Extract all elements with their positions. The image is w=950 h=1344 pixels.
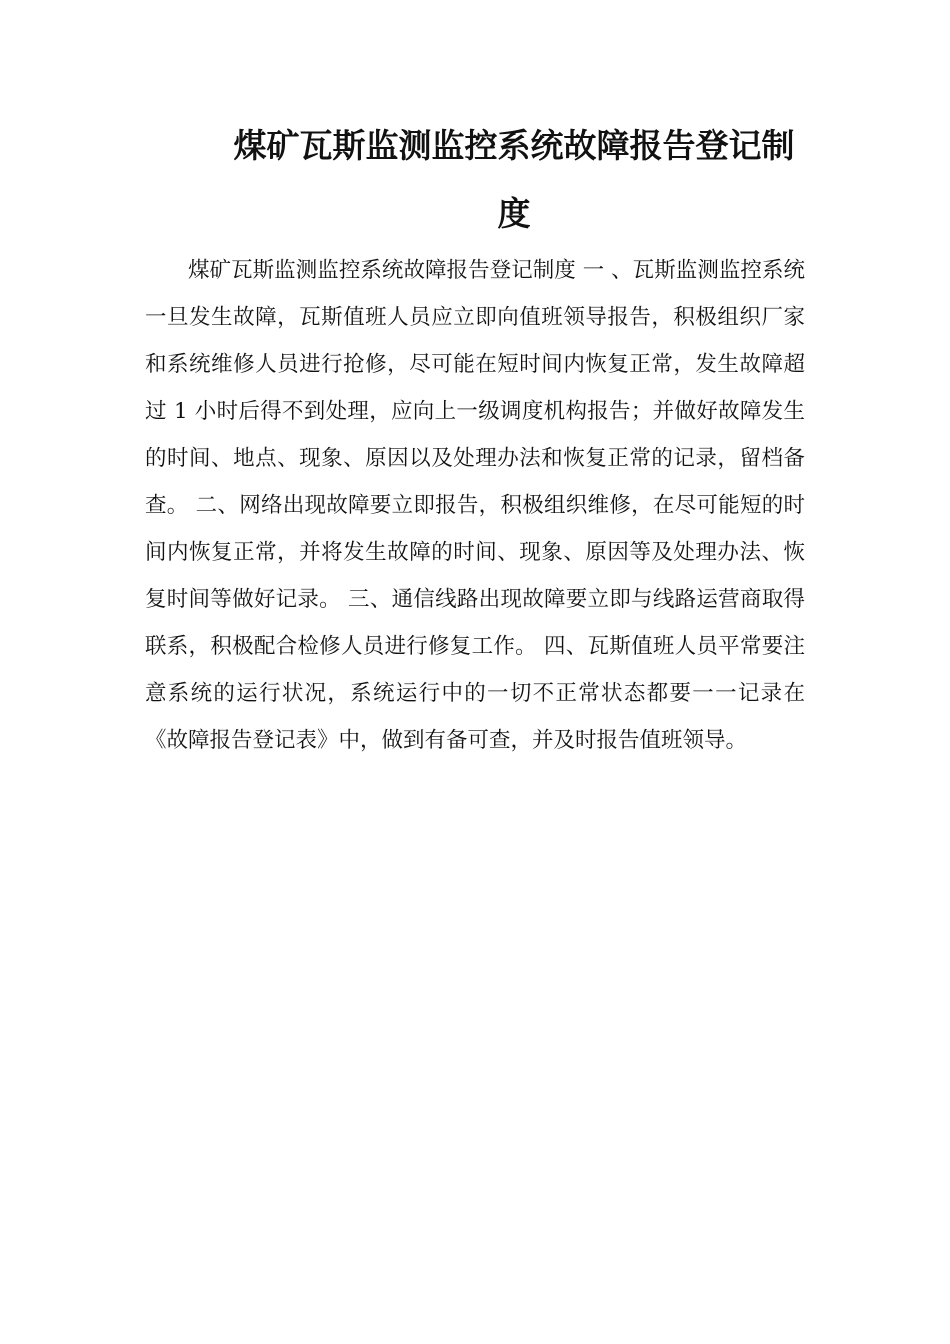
document-body-paragraph: 煤矿瓦斯监测监控系统故障报告登记制度 一 、瓦斯监测监控系统一旦发生故障，瓦斯值班人员应立即向值班领导报告，积极组织厂家和系统维修人员进行抢修，尽可能在短时间内恢复正常，发生故障超过 1 小时后得不到处理，应向上一级调度机构报告；并做好故障发生的时间、地点、现象、原因以及处理办法和恢复正常的记录，留档备查。 二、网络出现故障要立即报告，积极组织维修，在尽可能短的时间内恢复正常，并将发生故障的时间、现象、原因等及处理办法、恢复时间等做好记录。 三、通信线路出现故障要立即与线路运营商取得联系，积极配合检修人员进行修复工作。 四、瓦斯值班人员平常要注意系统的运行状况，系统运行中的一切不正常状态都要一一记录在《故障报告登记表》中，做到有备可查，并及时报告值班领导。 bbox=[145, 258, 805, 753]
document-title: 煤矿瓦斯监测监控系统故障报告登记制度 bbox=[233, 126, 795, 233]
